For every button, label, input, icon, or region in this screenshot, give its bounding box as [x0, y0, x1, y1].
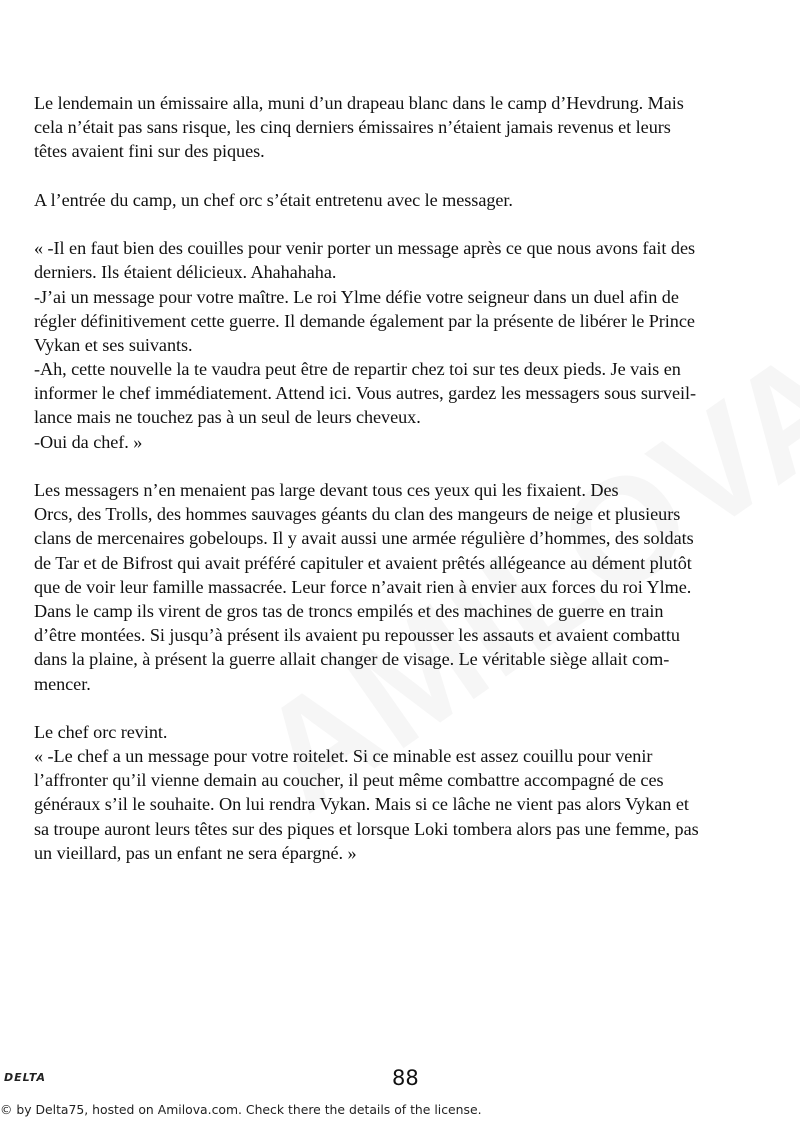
paragraph-gap: [34, 696, 782, 720]
text-line: -J’ai un message pour votre maître. Le roi Ylme défie votre seigneur dans un duel afin de: [34, 286, 679, 307]
text-line: clans de mercenaires gobeloups. Il y avait aussi une armée régulière d’hommes, des soldats: [34, 528, 694, 549]
text-line: cela n’était pas sans risque, les cinq derniers émissaires n’étaient jamais revenus et leurs: [34, 117, 671, 138]
text-line: Dans le camp ils virent de gros tas de troncs empilés et des machines de guerre en train: [34, 600, 664, 621]
paragraph-1: [34, 91, 782, 164]
text-line: informer le chef immédiatement. Attend ici. Vous autres, gardez les messagers sous surveil-: [34, 383, 696, 404]
text-line: -Oui da chef. »: [34, 431, 143, 452]
text-line: dans la plaine, à présent la guerre allait changer de visage. Le véritable siège allait com-: [34, 649, 670, 670]
paragraph-gap: [34, 164, 782, 188]
text-line: derniers. Ils étaient délicieux. Ahahahaha.: [34, 262, 337, 283]
author-signature: DELTA: [4, 1071, 46, 1084]
paragraph-gap: [34, 212, 782, 236]
text-line: sa troupe auront leurs têtes sur des piques et lorsque Loki tombera alors pas une femme, pas: [34, 818, 699, 839]
paragraph-gap: [34, 454, 782, 478]
text-line: Le chef orc revint.: [34, 721, 168, 742]
text-line: mencer.: [34, 673, 91, 694]
text-line: que de voir leur famille massacrée. Leur force n’avait rien à envier aux forces du roi Ylme.: [34, 576, 692, 597]
text-line: A l’entrée du camp, un chef orc s’était entretenu avec le messager.: [34, 189, 513, 210]
text-line: un vieillard, pas un enfant ne sera épargné. »: [34, 842, 357, 863]
text-line: Vykan et ses suivants.: [34, 334, 193, 355]
text-line: généraux s’il le souhaite. On lui rendra Vykan. Mais si ce lâche ne vient pas alors Vykan et: [34, 794, 689, 815]
text-line: -Ah, cette nouvelle la te vaudra peut être de repartir chez toi sur tes deux pieds. Je vais en: [34, 359, 681, 380]
page-body: [34, 91, 782, 865]
text-line: Le lendemain un émissaire alla, muni d’un drapeau blanc dans le camp d’Hevdrung. Mais: [34, 93, 684, 113]
text-line: d’être montées. Si jusqu’à présent ils avaient pu repousser les assauts et avaient combattu: [34, 625, 680, 646]
text-line: régler définitivement cette guerre. Il demande également par la présente de libérer le Prince: [34, 310, 695, 331]
text-line: l’affronter qu’il vienne demain au coucher, il peut même combattre accompagné de ces: [34, 770, 664, 791]
text-line: « -Le chef a un message pour votre roitelet. Si ce minable est assez couillu pour venir: [34, 746, 653, 767]
paragraph-2: [34, 188, 782, 212]
text-line: Les messagers n’en menaient pas large devant tous ces yeux qui les fixaient. Des: [34, 480, 619, 500]
paragraph-3: [34, 236, 782, 454]
page-number: 88: [392, 1066, 419, 1090]
text-line: Orcs, des Trolls, des hommes sauvages géants du clan des mangeurs de neige et plusieurs: [34, 504, 681, 525]
license-notice: © by Delta75, hosted on Amilova.com. Check there the details of the license.: [0, 1102, 482, 1117]
text-line: têtes avaient fini sur des piques.: [34, 141, 265, 162]
paragraph-4: [34, 478, 782, 696]
text-line: « -Il en faut bien des couilles pour venir porter un message après ce que nous avons fait des: [34, 238, 696, 259]
text-line: lance mais ne touchez pas à un seul de leurs cheveux.: [34, 407, 421, 428]
paragraph-5: [34, 720, 782, 865]
text-line: de Tar et de Bifrost qui avait préféré capituler et avaient prêtés allégeance au dément plutôt: [34, 552, 692, 573]
